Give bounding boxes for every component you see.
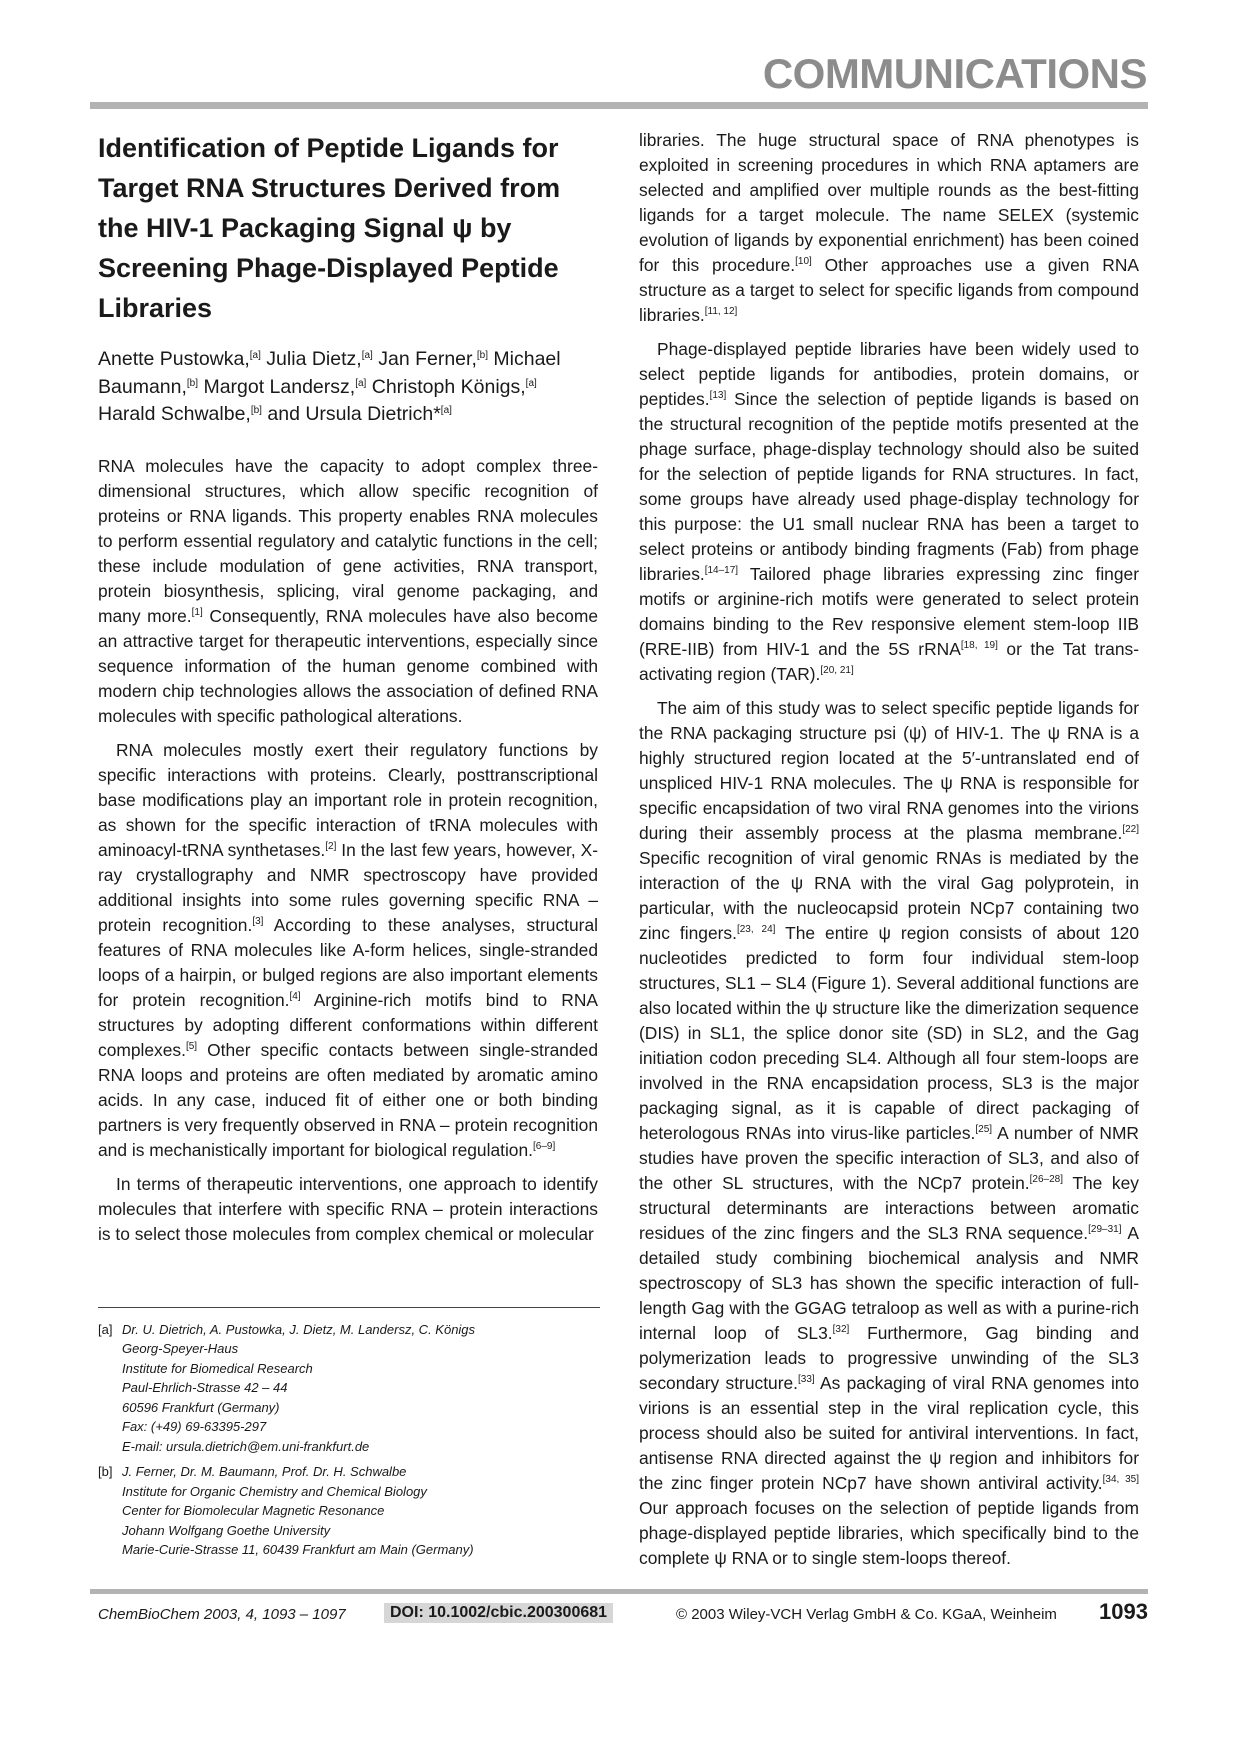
citation-ref: [1] (191, 606, 203, 618)
article-title: Identification of Peptide Ligands for Target RNA Structures Derived from the HIV-1 Packaging Signal ψ by Screening Phage-Displayed Peptide Libraries (98, 133, 561, 323)
affiliation-line: J. Ferner, Dr. M. Baumann, Prof. Dr. H. Schwalbe (122, 1464, 407, 1479)
author-name: and Ursula Dietrich* (261, 403, 441, 425)
body-paragraph (639, 337, 1139, 687)
body-paragraph (98, 454, 598, 729)
bottom-rule (90, 1589, 1148, 1594)
paragraph-text: A number of NMR studies have proven the specific interaction of SL3, and also of the other SL structures, with the NCp7 protein. (639, 1123, 1139, 1193)
body-paragraph (98, 738, 598, 1163)
author-affiliation-mark: [a] (440, 405, 452, 416)
author-list (98, 346, 598, 429)
paragraph-text: Specific recognition of viral genomic RNAs is mediated by the interaction of the ψ RNA with the viral Gag polyprotein, in particular, with the nucleocapsid protein NCp7 containing two zinc fingers. (639, 848, 1139, 943)
paragraph-text: According to these analyses, structural features of RNA molecules like A-form helices, single-stranded loops of a hairpin, or bulged regions are also important elements for protein recognition. (98, 914, 598, 1010)
citation-ref: [10] (795, 256, 812, 267)
affiliation-line: 60596 Frankfurt (Germany) (122, 1399, 280, 1415)
citation-ref: [2] (325, 840, 337, 852)
section-header: COMMUNICATIONS (762, 50, 1147, 97)
paragraph-text: Consequently, RNA molecules have also become an attractive target for therapeutic interventions, especially since sequence information of the human genome combined with modern chip technologies allows the association of defined RNA molecules with specific pathological alterations. (98, 605, 598, 726)
affiliation-tag: [a] (98, 1321, 113, 1337)
affiliation-block (98, 1462, 600, 1560)
journal-citation: ChemBioChem 2003, 4, 1093 – 1097 (98, 1606, 346, 1623)
author-name: Jan Ferner, (372, 348, 477, 370)
affiliation-line: Georg-Speyer-Haus (122, 1341, 239, 1356)
author-affiliation-mark: [a] (249, 350, 261, 361)
author-affiliation-mark: [a] (525, 377, 537, 389)
author-affiliation-mark: [b] (186, 377, 199, 389)
citation-ref: [22] (1122, 824, 1139, 835)
paragraph-text: A detailed study combining biochemical analysis and NMR spectroscopy of SL3 has shown the specific interaction of full-length Gag with the GGAG tetraloop as well as with a purine-rich internal loop of SL3. (639, 1223, 1139, 1343)
author-name: Harald Schwalbe, (98, 403, 251, 425)
page-number: 1093 (1099, 1599, 1148, 1624)
paragraph-text: Other approaches use a given RNA structure as a target to select for specific ligands from compound libraries. (639, 255, 1139, 325)
author-name: Anette Pustowka, (98, 348, 250, 370)
citation-ref: [14–17] (704, 565, 739, 576)
paragraph-text: The key structural determinants are interactions between aromatic residues of the zinc fingers and the SL3 RNA sequence. (639, 1173, 1139, 1243)
left-body (98, 454, 598, 1247)
paragraph-text: Our approach focuses on the selection of peptide ligands from phage-displayed peptide libraries, which specifically bind to the complete ψ RNA or to single stem-loops thereof. (639, 1498, 1139, 1568)
citation-ref: [33] (798, 1374, 815, 1385)
author-affiliation-mark: [b] (476, 350, 488, 361)
citation-ref: [32] (832, 1324, 850, 1335)
citation-ref: [18, 19] (960, 640, 998, 651)
left-column (98, 128, 598, 1566)
paragraph-text: Phage-displayed peptide libraries have been widely used to select peptide ligands for antibodies, protein domains, or peptides. (639, 339, 1139, 409)
paragraph-text: Tailored phage libraries expressing zinc finger motifs or arginine-rich motifs were generated to select protein domains binding to the Rev responsive element stem-loop IIB (RRE-IIB) from HIV-1 and the 5S rRNA (639, 564, 1139, 659)
top-rule (90, 102, 1148, 109)
citation-ref: [29–31] (1088, 1224, 1122, 1235)
paragraph-text: The aim of this study was to select specific peptide ligands for the RNA packaging structure psi (ψ) of HIV-1. The ψ RNA is a highly structured region located at the 5′-untranslated end of unspliced HIV-1 RNA molecules. The ψ RNA is responsible for specific encapsidation of two viral RNA genomes into the virions during their assembly process at the plasma membrane. (639, 698, 1139, 843)
citation-ref: [4] (289, 990, 301, 1002)
affiliation-line: Dr. U. Dietrich, A. Pustowka, J. Dietz, M. Landersz, C. Königs (122, 1321, 476, 1337)
paragraph-text: RNA molecules have the capacity to adopt complex three-dimensional structures, which allow specific recognition of proteins or RNA ligands. This property enables RNA molecules to perform essential regulatory and catalytic functions in the cell; these include modulation of gene activities, RNA transport, protein biosynthesis, splicing, viral genome packaging, and many more. (98, 455, 598, 626)
citation-ref: [25] (975, 1124, 993, 1135)
paragraph-text: RNA molecules mostly exert their regulatory functions by specific interactions with proteins. Clearly, posttranscriptional base modifications play an important role in protein recognition, as shown for the specific interaction of tRNA molecules with aminoacyl-tRNA synthetases. (98, 739, 598, 860)
author-affiliation-mark: [a] (355, 377, 367, 389)
body-paragraph (639, 696, 1139, 1571)
citation-ref: [5] (185, 1040, 198, 1052)
citation-ref: [23, 24] (736, 924, 776, 935)
citation-ref: [3] (252, 915, 264, 927)
right-column (639, 128, 1139, 1571)
affiliation-block (98, 1320, 600, 1457)
doi-label: DOI: 10.1002/cbic.200300681 (384, 1603, 613, 1623)
author-name: Julia Dietz, (260, 348, 362, 370)
paragraph-text: Other specific contacts between single-stranded RNA loops and proteins are often mediated by aromatic amino acids. In any case, induced fit of either one or both binding partners is very frequently observed in RNA – protein recognition and is mechanistically important for biological regulation. (98, 1039, 598, 1160)
affiliation-line: Fax: (+49) 69-63395-297 (122, 1419, 267, 1434)
body-paragraph (639, 128, 1139, 328)
paragraph-text: Arginine-rich motifs bind to RNA structures by adopting different conformations within different complexes. (98, 989, 598, 1060)
author-name: Christoph Königs, (366, 375, 526, 398)
affiliation-first-line (98, 1462, 600, 1482)
paragraph-text: libraries. The huge structural space of RNA phenotypes is exploited in screening procedures in which RNA aptamers are selected and amplified over multiple rounds as the best-fitting ligands for a target molecule. The name SELEX (systemic evolution of ligands by exponential enrichment) has been coined for this procedure. (639, 130, 1139, 275)
right-body (639, 128, 1139, 1571)
author-affiliation-mark: [a] (361, 350, 373, 361)
citation-ref: [26–28] (1029, 1174, 1063, 1185)
page-footer (98, 1599, 1148, 1633)
paragraph-text: Furthermore, Gag binding and polymerization leads to progressive unwinding of the SL3 secondary structure. (639, 1323, 1139, 1393)
body-paragraph (98, 1172, 598, 1247)
affiliation-line: Institute for Biomedical Research (122, 1360, 313, 1376)
affiliation-line: Paul-Ehrlich-Strasse 42 – 44 (122, 1380, 288, 1395)
citation-ref: [34, 35] (1102, 1474, 1139, 1485)
paragraph-text: As packaging of viral RNA genomes into virions is an essential step in the viral replication cycle, this process should also be suited for antiviral interventions. In fact, antisense RNA directed against the ψ region and inhibitors for the zinc finger protein NCp7 have shown antiviral activity. (639, 1373, 1139, 1493)
affiliation-line: Institute for Organic Chemistry and Chemical Biology (122, 1483, 427, 1499)
affiliation-tag: [b] (98, 1464, 113, 1479)
author-name: Michael Baumann, (98, 348, 561, 398)
author-name: Margot Landersz, (198, 375, 356, 398)
affiliations (98, 1307, 600, 1560)
citation-ref: [13] (709, 390, 727, 401)
copyright: © 2003 Wiley-VCH Verlag GmbH & Co. KGaA, Weinheim (676, 1606, 1057, 1623)
affiliation-line: E-mail: ursula.dietrich@em.uni-frankfurt.de (122, 1438, 370, 1454)
paragraph-text: or the Tat trans-activating region (TAR). (639, 639, 1139, 684)
affiliation-line: Johann Wolfgang Goethe University (122, 1522, 331, 1538)
paragraph-text: In the last few years, however, X-ray crystallography and NMR spectroscopy have provided additional insights into some rules governing specific RNA – protein recognition. (98, 839, 598, 935)
citation-ref: [6–9] (533, 1140, 556, 1152)
paragraph-text: The entire ψ region consists of about 120 nucleotides predicted to form four individual stem-loop structures, SL1 – SL4 (Figure 1). Several additional functions are also located within the ψ structure like the dimerization sequence (DIS) in SL1, the splice donor site (SD) in SL2, and the Gag initiation codon preceding SL4. Although all four stem-loops are involved in the RNA encapsidation process, SL3 is the major packaging signal, as it is capable of direct packaging of heterologous RNAs into virus-like particles. (639, 923, 1140, 1143)
author-affiliation-mark: [b] (250, 405, 262, 416)
paragraph-text: In terms of therapeutic interventions, one approach to identify molecules that interfere with specific RNA – protein interactions is to select those molecules from complex chemical or molecular (98, 1173, 598, 1244)
paragraph-text: Since the selection of peptide ligands is based on the structural recognition of the peptide motifs presented at the phage surface, phage-display technology should also be suited for the selection of peptide ligands for RNA structures. In fact, some groups have already used phage-display technology for this purpose: the U1 small nuclear RNA has been a target to select proteins or antibody binding fragments (Fab) from phage libraries. (639, 389, 1139, 584)
affiliation-line: Marie-Curie-Strasse 11, 60439 Frankfurt am Main (Germany) (122, 1542, 474, 1557)
affiliation-first-line (98, 1320, 600, 1340)
citation-ref: [20, 21] (820, 665, 854, 676)
citation-ref: [11, 12] (704, 306, 738, 317)
affiliation-line: Center for Biomolecular Magnetic Resonance (122, 1503, 385, 1518)
